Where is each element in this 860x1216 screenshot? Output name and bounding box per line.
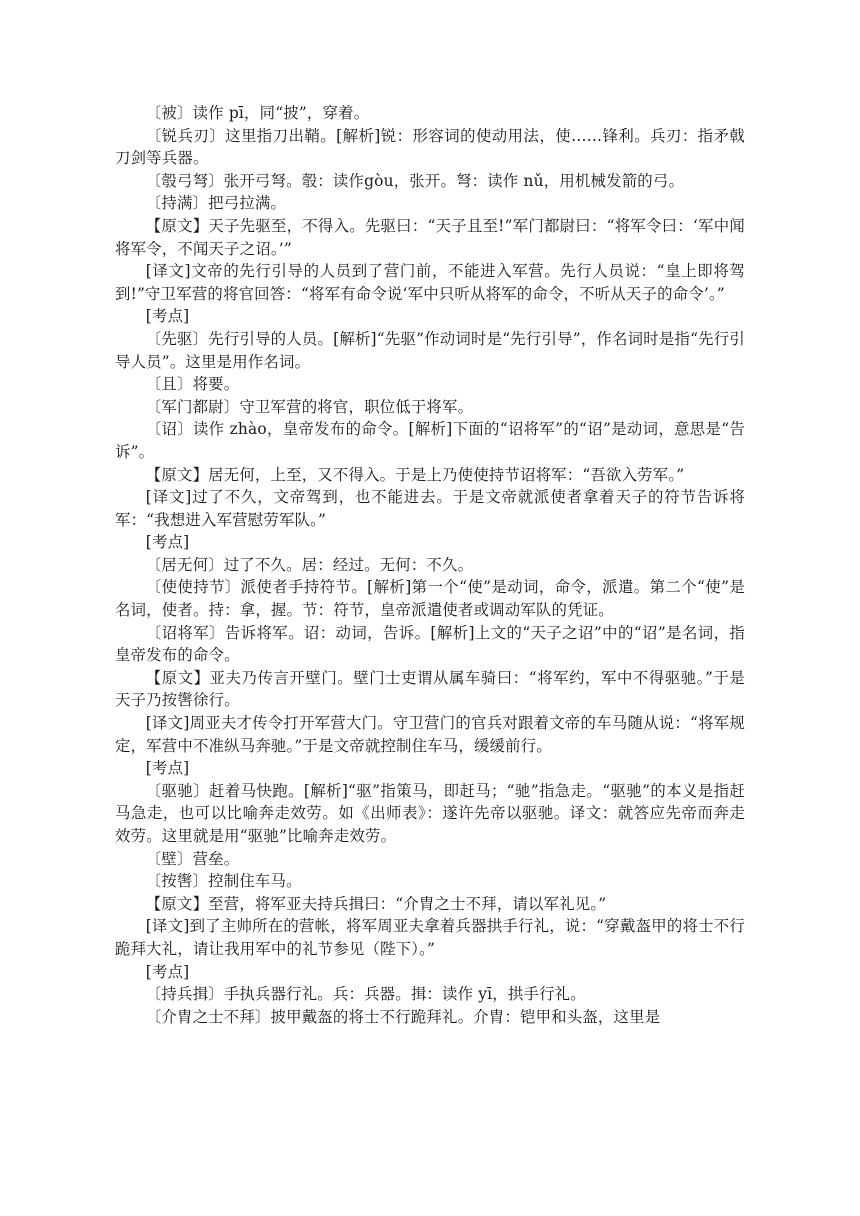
paragraph: 〔被〕读作 pī，同“披”，穿着。 [145, 104, 370, 122]
paragraph: 〔且〕将要。 [145, 375, 240, 394]
paragraph: [译文]文帝的先行引导的人员到了营门前，不能进入军营。先行人员说：“皇上即将驾到!”守卫军营的将官回答：“将军有命令说‘军中只听从将军的命令，不听从天子的命令’。” [115, 262, 745, 303]
paragraph: 〔居无何〕过了不久。居：经过。无何：不久。 [145, 555, 474, 574]
paragraph: 【原文】天子先驱至，不得入。先驱曰：“天子且至!”军门都尉曰：“将军令曰：‘军中闻将军令，不闻天子之诏。’” [115, 216, 745, 258]
paragraph: 〔按辔〕控制住车马。 [145, 872, 302, 891]
paragraph: 【原文】至营，将军亚夫持兵揖曰：“介胄之士不拜，请以军礼见。” [145, 894, 607, 913]
document-body [115, 102, 745, 1028]
paragraph: [考点] [145, 307, 190, 326]
paragraph: 〔壁〕营垒。 [145, 849, 240, 868]
paragraph: 〔使使持节〕派使者手持符节。[解析]第一个“使”是动词，命令，派遣。第二个“使”是名词，使者。持：拿，握。节：符节，皇帝派遣使者或调动军队的凭证。 [115, 578, 745, 620]
paragraph: 〔先驱〕先行引导的人员。[解析]“先驱”作动词时是“先行引导”，作名词时是指“先行引导人员”。这里是用作名词。 [115, 329, 745, 371]
paragraph: 【原文】居无何，上至，又不得入。于是上乃使使持节诏将军：“吾欲入劳军。” [145, 465, 685, 484]
paragraph: 〔锐兵刃〕这里指刀出鞘。[解析]锐：形容词的使动用法，使……锋利。兵刃：指矛戟刀剑等兵器。 [115, 126, 745, 168]
paragraph: 〔驱驰〕赶着马快跑。[解析]“驱”指策马，即赶马；“驰”指急走。“驱驰”的本义是指赶马急走，也可以比喻奔走效劳。如《出师表》：遂许先帝以驱驰。译文：就答应先帝而奔走效劳。这里就是用“驱驰”比喻奔走效劳。 [115, 781, 745, 845]
paragraph: 〔持满〕把弓拉满。 [145, 194, 287, 213]
paragraph: 〔军门都尉〕守卫军营的将官，职位低于将军。 [145, 397, 474, 416]
paragraph: [考点] [145, 962, 190, 981]
paragraph: [考点] [145, 759, 190, 778]
paragraph: 【原文】亚夫乃传言开壁门。壁门士吏谓从属车骑曰：“将军约，军中不得驱驰。”于是天子乃按辔徐行。 [115, 668, 745, 710]
paragraph: 〔诏将军〕告诉将军。诏：动词，告诉。[解析]上文的“天子之诏”中的“诏”是名词，指皇帝发布的命令。 [115, 623, 745, 665]
paragraph: [译文]周亚夫才传令打开军营大门。守卫营门的官兵对跟着文帝的车马随从说：“将军规定，军营中不准纵马奔驰。”于是文帝就控制住车马，缓缓前行。 [115, 714, 745, 755]
paragraph: 〔介胄之士不拜〕披甲戴盔的将士不行跪拜礼。介胄：铠甲和头盔，这里是 [145, 1007, 661, 1026]
paragraph: [译文]到了主帅所在的营帐，将军周亚夫拿着兵器拱手行礼，说：“穿戴盔甲的将士不行跪拜大礼，请让我用军中的礼节参见（陛下）。” [115, 917, 745, 958]
paragraph: [译文]过了不久，文帝驾到，也不能进去。于是文帝就派使者拿着天子的符节告诉将军：“我想进入军营慰劳军队。” [115, 488, 745, 529]
paragraph: 〔持兵揖〕手执兵器行礼。兵：兵器。揖：读作 yī，拱手行礼。 [145, 985, 586, 1004]
paragraph: 〔彀弓弩〕张开弓弩。彀：读作gòu，张开。弩：读作 nǔ，用机械发箭的弓。 [145, 171, 685, 190]
paragraph: 〔诏〕读作 zhào，皇帝发布的命令。[解析]下面的“诏将军”的“诏”是动词，意思是“告诉”。 [115, 420, 745, 461]
paragraph: [考点] [145, 533, 190, 552]
